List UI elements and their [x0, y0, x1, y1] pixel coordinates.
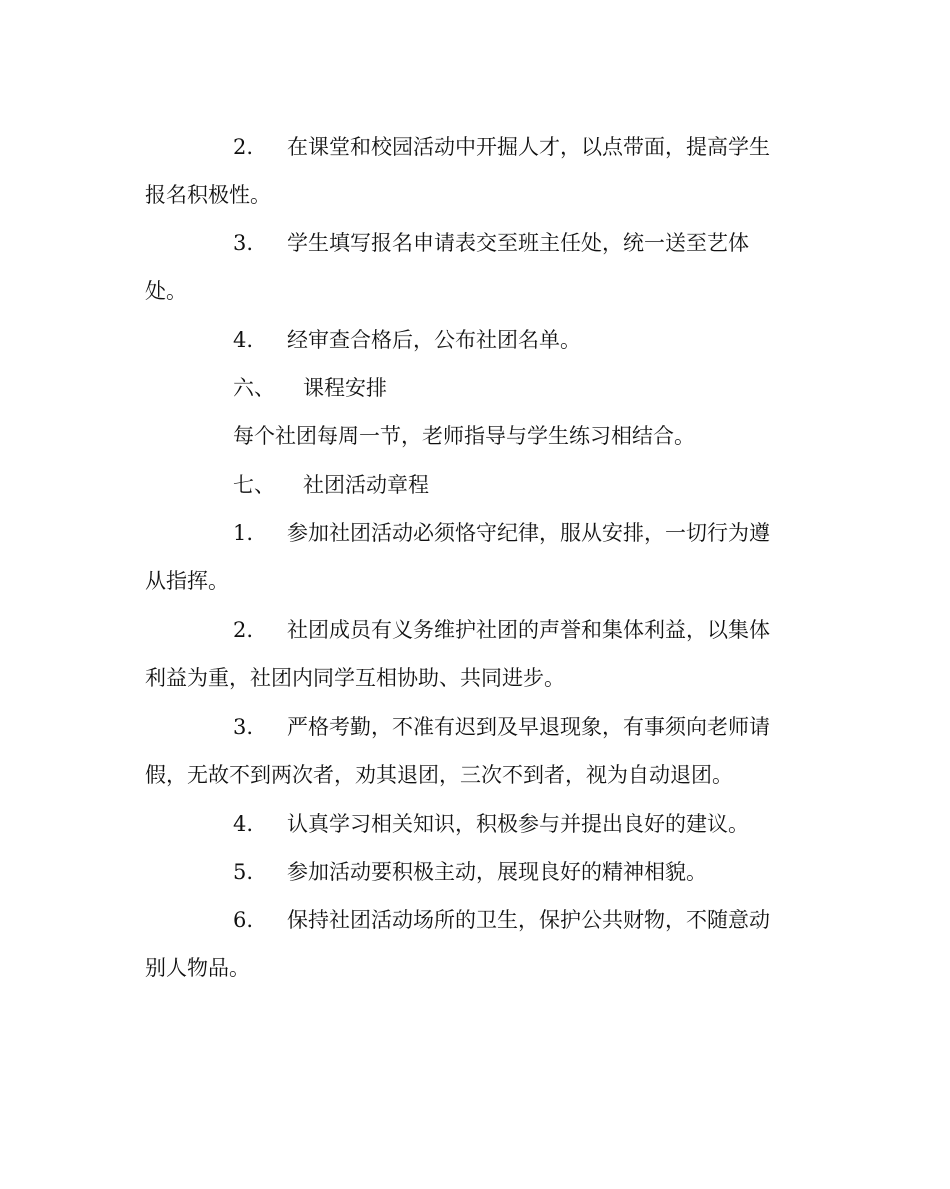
- section-heading: [145, 461, 795, 509]
- item-text-continued: 报名积极性。: [145, 183, 271, 207]
- item-number: 3.: [233, 231, 254, 255]
- list-item: [145, 123, 795, 219]
- list-item: [145, 606, 795, 702]
- item-number: 6.: [233, 908, 254, 932]
- list-item: [145, 703, 795, 799]
- item-number: 4.: [233, 328, 254, 352]
- list-item: [145, 316, 795, 364]
- item-number: 4.: [233, 812, 254, 836]
- list-item: [145, 509, 795, 605]
- list-item: [145, 800, 795, 848]
- item-text-continued: 利益为重，社团内同学互相协助、共同进步。: [145, 666, 565, 690]
- list-item: [145, 896, 795, 992]
- item-text: 参加社团活动必须恪守纪律，服从安排，一切行为遵: [287, 521, 770, 545]
- item-text: 严格考勤，不准有迟到及早退现象，有事须向老师请: [287, 715, 770, 739]
- item-number: 2.: [233, 135, 254, 159]
- list-item: [145, 848, 795, 896]
- item-text: 学生填写报名申请表交至班主任处，统一送至艺体: [287, 231, 749, 255]
- paragraph-text: 每个社团每周一节，老师指导与学生练习相结合。: [233, 424, 695, 448]
- item-text: 保持社团活动场所的卫生，保护公共财物，不随意动: [287, 908, 770, 932]
- item-text: 认真学习相关知识，积极参与并提出良好的建议。: [287, 812, 749, 836]
- section-heading: [145, 364, 795, 412]
- item-number: 1.: [233, 521, 254, 545]
- paragraph: [145, 412, 795, 460]
- section-title: 课程安排: [303, 376, 387, 400]
- section-number: 七、: [233, 473, 275, 497]
- item-text-continued: 从指挥。: [145, 569, 229, 593]
- list-item: [145, 219, 795, 315]
- item-text-continued: 别人物品。: [145, 956, 250, 980]
- section-title: 社团活动章程: [303, 473, 429, 497]
- section-number: 六、: [233, 376, 275, 400]
- item-text: 参加活动要积极主动，展现良好的精神相貌。: [287, 860, 707, 884]
- item-number: 3.: [233, 715, 254, 739]
- item-number: 5.: [233, 860, 254, 884]
- item-number: 2.: [233, 618, 254, 642]
- item-text-continued: 假，无故不到两次者，劝其退团，三次不到者，视为自动退团。: [145, 763, 733, 787]
- item-text-continued: 处。: [145, 279, 187, 303]
- item-text: 社团成员有义务维护社团的声誉和集体利益，以集体: [287, 618, 770, 642]
- item-text: 经审查合格后，公布社团名单。: [287, 328, 581, 352]
- item-text: 在课堂和校园活动中开掘人才，以点带面，提高学生: [287, 135, 770, 159]
